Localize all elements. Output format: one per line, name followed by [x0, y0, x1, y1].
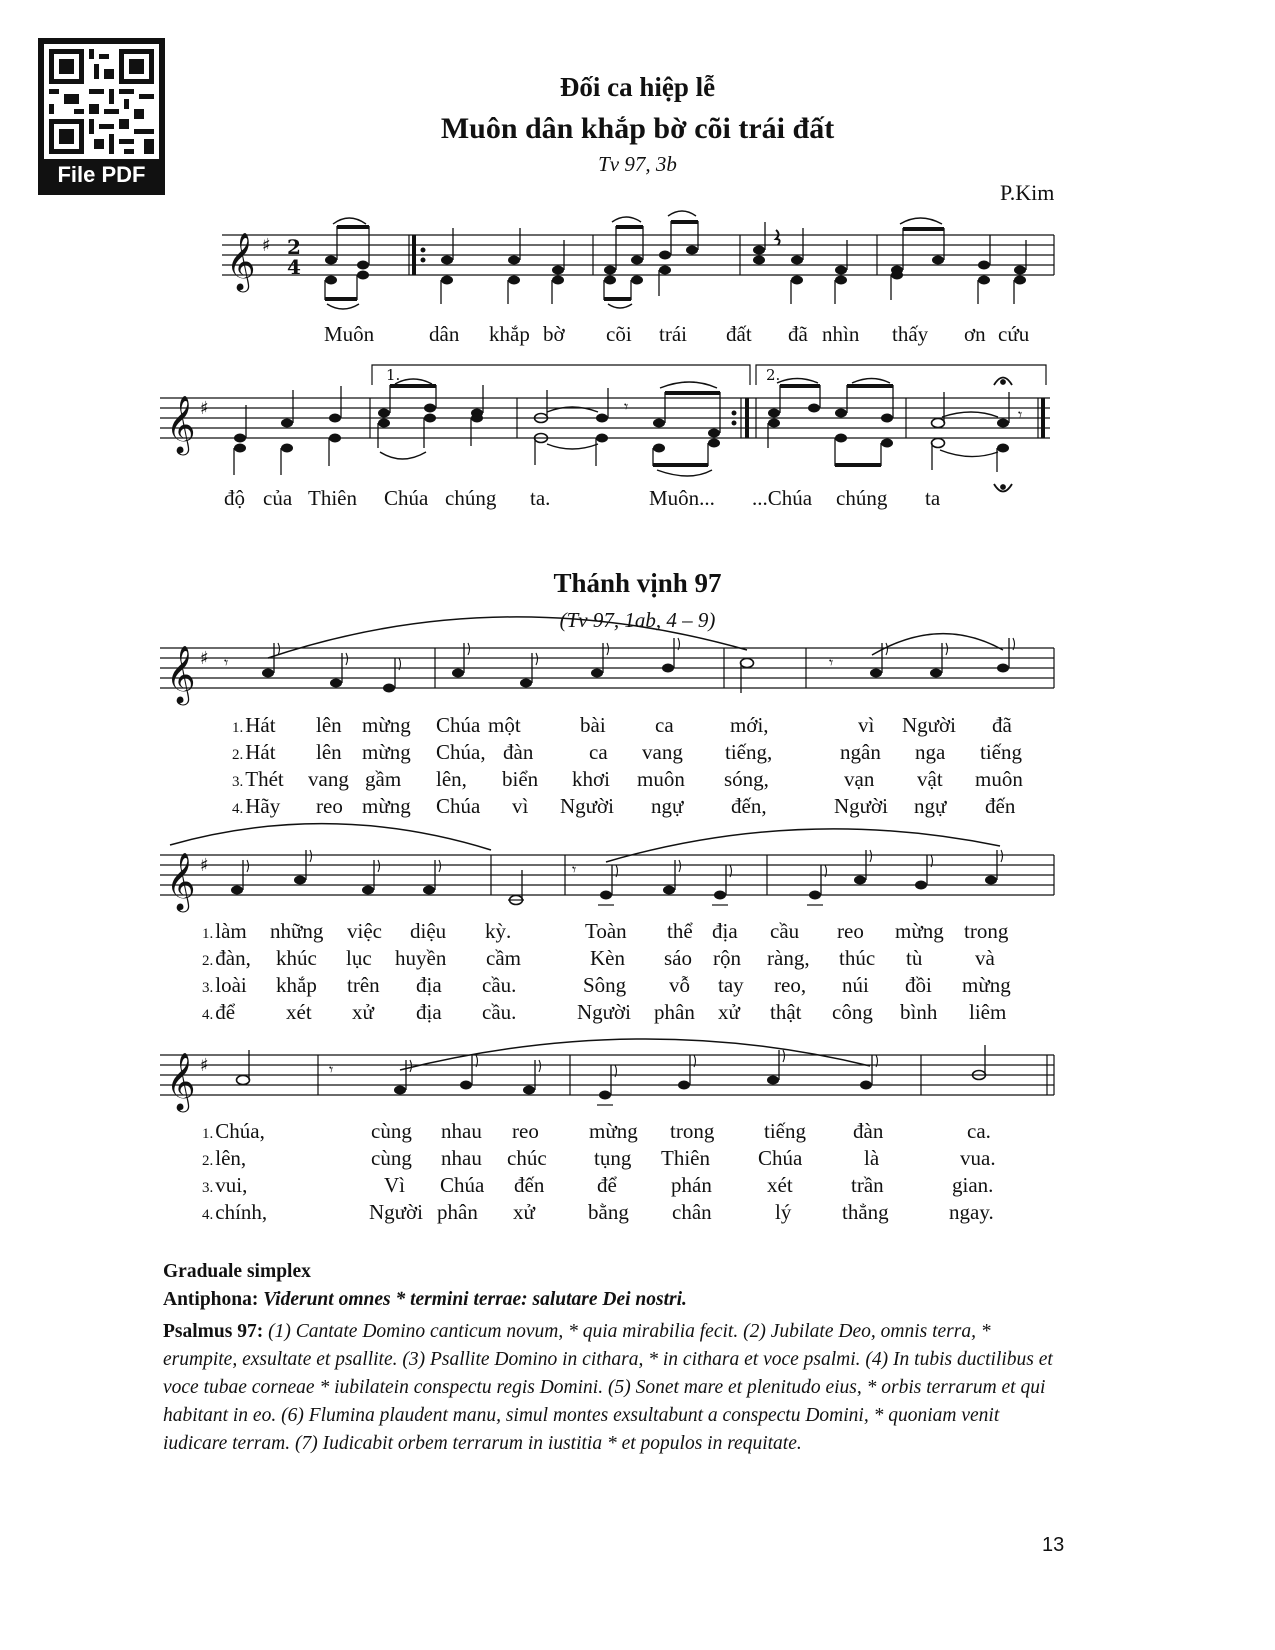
lyric: chúng [445, 486, 497, 510]
lyric: đồi [905, 973, 932, 997]
verse-number: 4. [232, 801, 244, 817]
lyric: mừng [895, 919, 944, 943]
treble-clef-icon [166, 852, 196, 913]
treble-clef-icon [166, 1052, 196, 1113]
lyric: ngự [651, 794, 684, 818]
lyric: mừng [589, 1119, 638, 1143]
lyric: Người [560, 794, 614, 818]
lyric: tiếng [764, 1119, 806, 1143]
lyric: Hát [245, 713, 276, 737]
lyric: reo [837, 919, 864, 943]
key-signature-sharp: ♯ [200, 855, 209, 876]
lyric: ta [925, 486, 941, 510]
lyric: Chúa [384, 486, 429, 510]
lyric: độ [224, 486, 245, 510]
lyric: ta. [530, 486, 551, 510]
lyric: trong [964, 919, 1009, 943]
lyric: địa [712, 919, 738, 943]
key-signature-sharp: ♯ [200, 398, 209, 419]
lyric: công [832, 1000, 873, 1024]
key-signature-sharp: ♯ [262, 235, 271, 256]
lyric: khúc [276, 946, 317, 970]
lyric: muôn [637, 767, 685, 791]
lyric: Thiên [661, 1146, 710, 1170]
lyric: xử [352, 1000, 374, 1024]
volta-1-label: 1. [386, 366, 401, 384]
verse-2 [0, 945, 1275, 972]
lyric: Người [369, 1200, 423, 1224]
verse-number: 2. [202, 1153, 214, 1169]
lyric: vua. [960, 1146, 996, 1170]
volta-2-label: 2. [766, 366, 781, 384]
lyric: lên [316, 713, 342, 737]
lyric: thật [770, 1000, 802, 1024]
lyric: diệu [410, 919, 447, 943]
lyric: bằng [588, 1200, 629, 1224]
lyric: ngay. [949, 1200, 994, 1224]
lyric: mới, [730, 713, 769, 737]
verse-1 [0, 1118, 1275, 1145]
lyric: mừng [362, 740, 411, 764]
lyric: Hãy [245, 794, 281, 818]
treble-clef-icon [226, 232, 256, 293]
lyric: lên, [436, 767, 467, 791]
lyric: Vì [384, 1173, 405, 1197]
lyric: reo, [774, 973, 807, 997]
lyric: biển [502, 767, 539, 791]
lyric: Toàn [585, 919, 627, 943]
lyric: Chúa, [215, 1119, 265, 1143]
psalmus-label: Psalmus 97: [163, 1321, 264, 1342]
lyric: cầu. [482, 973, 517, 997]
lyric: ca [655, 713, 674, 737]
lyric: xét [286, 1000, 312, 1024]
psalm-staff-1 [0, 620, 1275, 703]
lyric: địa [416, 1000, 442, 1024]
svg-text:𝄞: 𝄞 [166, 395, 196, 453]
verse-3 [0, 1172, 1275, 1199]
psalmus-paragraph [163, 1318, 1063, 1458]
lyric: vì [858, 713, 875, 737]
verse-number: 2. [202, 953, 214, 969]
lyric: đến, [731, 794, 767, 818]
lyric: ơn [964, 322, 986, 346]
lyric: ràng, [767, 946, 810, 970]
svg-text:𝄾: 𝄾 [829, 653, 834, 672]
lyric: vang [642, 740, 683, 764]
lyric: cùng [371, 1119, 412, 1143]
lyric: loài [215, 973, 247, 997]
lyric: vì [512, 794, 529, 818]
lyric: bài [580, 713, 606, 737]
svg-text:𝄾: 𝄾 [224, 653, 229, 672]
verse-number: 3. [202, 980, 214, 996]
lyric: cầu. [482, 1000, 517, 1024]
verse-3 [0, 972, 1275, 999]
verse-number: 4. [202, 1007, 214, 1023]
lyric: Người [834, 794, 888, 818]
lyric: thẳng [842, 1200, 889, 1224]
lyric: núi [842, 973, 869, 997]
lyric: Kèn [590, 946, 625, 970]
lyric: ngân [840, 740, 881, 764]
treble-clef-icon [166, 395, 196, 456]
svg-text:𝄾: 𝄾 [572, 860, 577, 879]
svg-text:𝄾: 𝄾 [329, 1060, 334, 1079]
lyric: vật [917, 767, 943, 791]
lyric: lục [346, 946, 372, 970]
verse-2 [0, 1145, 1275, 1172]
verse-3 [0, 766, 1275, 793]
lyric: đất [726, 322, 752, 346]
verse-number: 1. [202, 1126, 214, 1142]
svg-text:𝄾: 𝄾 [1018, 405, 1023, 424]
lyric: vang [308, 767, 349, 791]
lyric: nhau [441, 1146, 482, 1170]
lyric: tiếng, [725, 740, 773, 764]
lyric: xử [513, 1200, 535, 1224]
lyric: sáo [664, 946, 692, 970]
svg-text:𝄞: 𝄞 [166, 852, 196, 910]
lyric: xử [718, 1000, 740, 1024]
lyric: là [864, 1146, 880, 1170]
antiphona-line [163, 1286, 1063, 1314]
lyric: lý [775, 1200, 792, 1224]
verse-number: 4. [202, 1207, 214, 1223]
lyric: ca. [967, 1119, 991, 1143]
song-title: Muôn dân khắp bờ cõi trái đất [440, 112, 835, 145]
lyric: Thét [245, 767, 284, 791]
lyric: Muôn [324, 322, 375, 346]
verse-4 [0, 1199, 1275, 1226]
lyric: đàn, [215, 946, 251, 970]
antiphon-staff-1 [0, 210, 1275, 320]
lyric: khắp [276, 973, 317, 997]
lyric: cầm [486, 946, 521, 970]
lyric: phân [654, 1000, 695, 1024]
lyric: lên [316, 740, 342, 764]
lyric: làm [215, 919, 247, 943]
lyric: Hát [245, 740, 276, 764]
verse-number: 3. [202, 1180, 214, 1196]
lyric: gian. [952, 1173, 994, 1197]
lyric: Thiên [308, 486, 357, 510]
lyric: vỗ [669, 973, 690, 997]
composer: P.Kim [1000, 180, 1055, 205]
svg-text:𝄾: 𝄾 [624, 397, 629, 416]
verse-number: 2. [232, 747, 244, 763]
antiphona-text: Viderunt omnes * termini terrae: salutare Dei nostri. [263, 1289, 687, 1310]
lyric: Chúa [436, 713, 481, 737]
verse-number: 1. [202, 926, 214, 942]
key-signature-sharp: ♯ [200, 648, 209, 669]
lyric: cõi [606, 322, 632, 346]
lyric: Người [902, 713, 956, 737]
lyric: Chúa [436, 794, 481, 818]
lyric: phân [437, 1200, 478, 1224]
lyric: trái [659, 322, 687, 346]
lyric: chân [672, 1200, 712, 1224]
qr-label: File PDF [57, 162, 146, 187]
page-number: 13 [1042, 1534, 1065, 1556]
lyric: trên [347, 973, 380, 997]
verse-1 [0, 918, 1275, 945]
verse-4 [0, 793, 1275, 820]
lyric: để [215, 1000, 236, 1024]
lyric: và [975, 946, 995, 970]
lyric: nhìn [822, 322, 860, 346]
lyric: cầu [770, 919, 800, 943]
lyric: khơi [572, 767, 610, 791]
lyric: ...Chúa [752, 486, 813, 510]
svg-text:𝄞: 𝄞 [226, 232, 256, 290]
psalm-staff-3 [0, 1020, 1275, 1120]
lyric: liêm [969, 1000, 1007, 1024]
lyric: reo [512, 1119, 539, 1143]
verse-number: 3. [232, 774, 244, 790]
lyric: rộn [713, 946, 741, 970]
lyric: Chúa, [436, 740, 486, 764]
lyric: thấy [892, 322, 929, 346]
svg-text:𝄞: 𝄞 [166, 1052, 196, 1110]
svg-text:𝄞: 𝄞 [166, 645, 196, 703]
lyric: tiếng [980, 740, 1022, 764]
verse-1 [0, 712, 1275, 739]
lyric: để [597, 1173, 617, 1197]
lyric: nhau [441, 1119, 482, 1143]
lyric: mừng [962, 973, 1011, 997]
lyric: đàn [503, 740, 534, 764]
lyric: một [488, 713, 521, 737]
lyric: bờ [543, 322, 565, 346]
quarter-rest-icon [776, 230, 780, 245]
lyric: Chúa [758, 1146, 803, 1170]
song-reference: Tv 97, 3b [598, 152, 677, 176]
lyric: đã [788, 322, 808, 346]
lyric: đàn [853, 1119, 884, 1143]
lyric: Người [577, 1000, 631, 1024]
lyric: địa [416, 973, 442, 997]
lyric: nga [915, 740, 946, 764]
key-signature-sharp: ♯ [200, 1055, 209, 1076]
lyric: mừng [362, 713, 411, 737]
lyric: tụng [594, 1146, 632, 1170]
lyric: mừng [362, 794, 411, 818]
psalmus-text: (1) Cantate Domino canticum novum, * quia mirabilia fecit. (2) Jubilate Deo, omnis terra, * erumpite, exsultate et psallite. (3) Psallite Domino in cithara, * in cithara et voce psalmi. (4) In tubis ductilibus et voce tubae corneae * iubilatein conspectu regis Domini. (5) Sonet mare et plenitudo eius, * orbis terrarum et qui habitant in eo. (6) Flumina plaudent manu, simul montes exsultabunt a conspectu Domini, * quoniam venit iudicare terram. (7) Iudicabit orbem terrarum in iustitia * et populos in requitate. [163, 1321, 1053, 1454]
graduale-heading: Graduale simplex [163, 1261, 311, 1282]
lyric: trần [851, 1173, 884, 1197]
psalm-title: Thánh vịnh 97 [553, 568, 722, 598]
lyric: muôn [975, 767, 1023, 791]
lyric: đến [985, 794, 1016, 818]
lyric: chúng [836, 486, 888, 510]
lyric: gầm [365, 767, 402, 791]
lyric: tù [906, 946, 923, 970]
lyric: khắp [489, 322, 530, 346]
lyric: trong [670, 1119, 715, 1143]
time-signature-bottom: 4 [287, 255, 301, 279]
lyric: thúc [839, 946, 876, 970]
lyric: ngự [914, 794, 947, 818]
lyric: reo [316, 794, 343, 818]
lyric: huyền [395, 946, 447, 970]
lyric: đến [514, 1173, 545, 1197]
lyric: Sông [583, 973, 627, 997]
lyric: xét [767, 1173, 793, 1197]
treble-clef-icon [166, 645, 196, 706]
lyric: cùng [371, 1146, 412, 1170]
antiphona-label: Antiphona: [163, 1289, 259, 1310]
lyric: những [270, 919, 324, 943]
lyric: dân [429, 322, 460, 346]
lyric: sóng, [724, 767, 769, 791]
lyric: chính, [215, 1200, 268, 1224]
lyric: việc [347, 919, 382, 943]
lyric: tay [718, 973, 744, 997]
lyric: ca [589, 740, 608, 764]
lyric: cứu [998, 322, 1030, 346]
lyric: vui, [215, 1173, 248, 1197]
lyric: đã [992, 713, 1012, 737]
lyric: bình [900, 1000, 938, 1024]
lyric: Muôn... [649, 486, 715, 510]
lyric: phán [671, 1173, 712, 1197]
psalm-reference: (Tv 97, 1ab, 4 – 9) [559, 608, 716, 632]
lyric: kỳ. [485, 919, 512, 943]
lyric: lên, [215, 1146, 247, 1170]
lyric: vạn [844, 767, 875, 791]
lyric: chúc [507, 1146, 547, 1170]
antiphon-staff-2 [0, 355, 1275, 485]
lyric: Chúa [440, 1173, 485, 1197]
verse-number: 1. [232, 720, 244, 736]
lyric: thể [667, 919, 693, 943]
category-heading: Đối ca hiệp lễ [559, 72, 716, 102]
time-signature-top: 2 [287, 235, 301, 259]
psalm-staff-2 [0, 820, 1275, 920]
verse-2 [0, 739, 1275, 766]
lyric: của [263, 486, 293, 510]
